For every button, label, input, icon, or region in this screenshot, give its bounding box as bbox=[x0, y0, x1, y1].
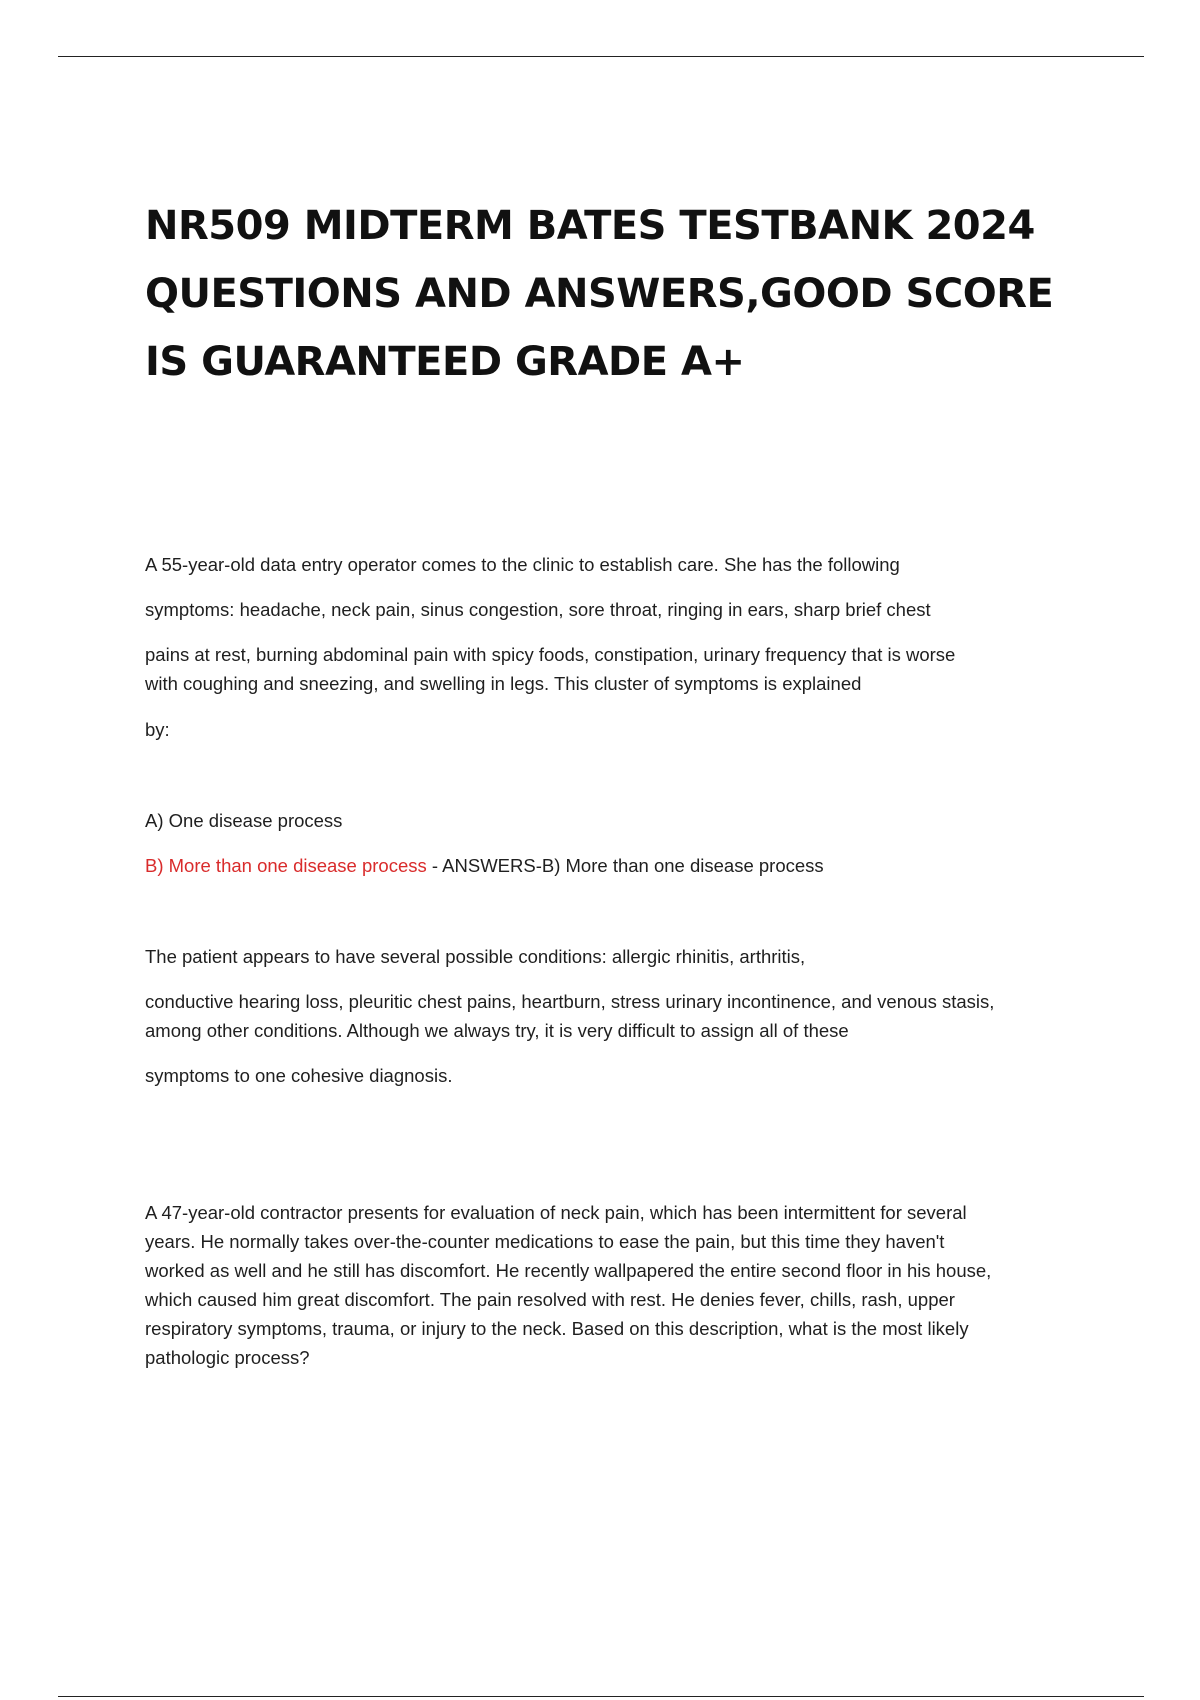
question2-line: years. He normally takes over-the-counter medications to ease the pain, but this time they haven't bbox=[145, 1231, 945, 1252]
option-a: A) One disease process bbox=[145, 810, 343, 831]
question2-line: worked as well and he still has discomfort. He recently wallpapered the entire second floor in his house, bbox=[145, 1260, 992, 1281]
document-title bbox=[145, 192, 1105, 396]
question1-line: A 55-year-old data entry operator comes to the clinic to establish care. She has the following bbox=[145, 554, 900, 575]
question2-line: respiratory symptoms, trauma, or injury to the neck. Based on this description, what is the most likely bbox=[145, 1318, 969, 1339]
top-rule bbox=[58, 56, 1144, 57]
question1-line: with coughing and sneezing, and swelling in legs. This cluster of symptoms is explained bbox=[145, 673, 862, 694]
title-line: QUESTIONS AND ANSWERS,GOOD SCORE bbox=[145, 271, 1054, 317]
question2-line: A 47-year-old contractor presents for evaluation of neck pain, which has been intermittent for several bbox=[145, 1202, 967, 1223]
explanation-line: symptoms to one cohesive diagnosis. bbox=[145, 1065, 453, 1086]
answer-key: - ANSWERS-B) More than one disease process bbox=[426, 855, 824, 876]
explanation-line: The patient appears to have several possible conditions: allergic rhinitis, arthritis, bbox=[145, 946, 806, 967]
title-line: NR509 MIDTERM BATES TESTBANK 2024 bbox=[145, 203, 1035, 249]
question2-line: pathologic process? bbox=[145, 1347, 310, 1368]
question1-line: pains at rest, burning abdominal pain with spicy foods, constipation, urinary frequency that is worse bbox=[145, 644, 956, 665]
option-b-answer-line bbox=[145, 851, 1085, 880]
title-line: IS GUARANTEED GRADE A+ bbox=[145, 339, 745, 385]
explanation-line: among other conditions. Although we always try, it is very difficult to assign all of these bbox=[145, 1020, 849, 1041]
question1-line: by: bbox=[145, 719, 170, 740]
bottom-rule bbox=[58, 1696, 1144, 1697]
option-b-correct: B) More than one disease process bbox=[145, 855, 427, 876]
question2-line: which caused him great discomfort. The pain resolved with rest. He denies fever, chills, rash, upper bbox=[145, 1289, 955, 1310]
explanation-line: conductive hearing loss, pleuritic chest pains, heartburn, stress urinary incontinence, and venous stasis, bbox=[145, 991, 995, 1012]
question1-line: symptoms: headache, neck pain, sinus congestion, sore throat, ringing in ears, sharp brief chest bbox=[145, 599, 931, 620]
